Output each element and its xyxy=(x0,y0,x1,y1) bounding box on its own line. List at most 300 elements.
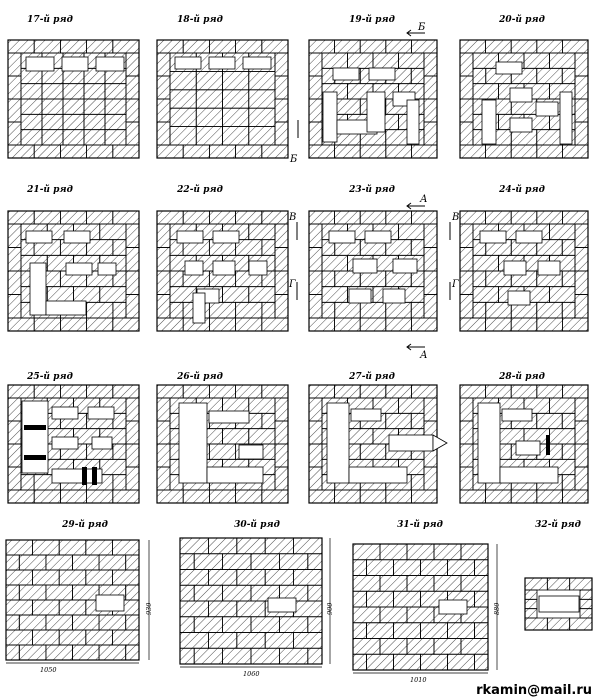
brick xyxy=(434,639,461,655)
brick xyxy=(33,540,60,555)
brick xyxy=(170,127,196,145)
brick xyxy=(309,490,335,503)
channel-opening xyxy=(30,263,46,315)
brick xyxy=(59,600,86,615)
brick xyxy=(209,145,235,158)
brick xyxy=(265,538,293,554)
brick xyxy=(157,467,170,490)
iron-plate xyxy=(24,455,46,460)
brick xyxy=(424,398,437,421)
brick xyxy=(511,490,537,503)
brick xyxy=(309,211,335,224)
brick xyxy=(424,76,437,99)
brick xyxy=(236,211,262,224)
brick xyxy=(157,295,170,319)
brick xyxy=(575,122,588,145)
brick xyxy=(42,114,63,129)
brick xyxy=(6,555,19,570)
brick xyxy=(19,645,46,660)
channel-opening xyxy=(66,263,92,275)
channel-opening xyxy=(213,261,235,275)
brick xyxy=(46,645,73,660)
brick xyxy=(209,385,235,398)
brick xyxy=(223,617,251,633)
brick xyxy=(322,255,348,271)
brick xyxy=(84,84,105,99)
brick xyxy=(360,444,386,459)
brick xyxy=(126,444,139,467)
brick xyxy=(353,607,380,623)
brick xyxy=(126,555,139,570)
brick xyxy=(209,211,235,224)
brick xyxy=(34,490,60,503)
brick xyxy=(399,224,425,240)
brick xyxy=(194,648,222,664)
brick xyxy=(208,570,236,586)
brick xyxy=(386,318,412,331)
channel-opening xyxy=(439,600,467,614)
brick xyxy=(265,570,293,586)
brick xyxy=(99,615,126,630)
channel-opening xyxy=(351,409,381,421)
brick xyxy=(126,615,139,630)
brick xyxy=(424,248,437,272)
row-label-29: 29-й ряд xyxy=(62,520,108,530)
brick xyxy=(460,271,473,295)
brick xyxy=(524,53,550,68)
brick xyxy=(6,615,19,630)
brick xyxy=(126,224,139,248)
brick xyxy=(575,99,588,122)
channel-opening xyxy=(46,301,86,315)
brick xyxy=(275,99,288,122)
brick xyxy=(126,99,139,122)
brick xyxy=(223,429,249,444)
dim-31-height: 880 xyxy=(493,602,501,615)
row-22-plan xyxy=(157,211,288,331)
brick xyxy=(223,71,249,89)
brick xyxy=(562,211,588,224)
channel-opening xyxy=(510,88,532,102)
channel-opening xyxy=(353,259,377,273)
brick xyxy=(8,385,34,398)
brick xyxy=(386,145,412,158)
brick xyxy=(34,40,60,53)
brick xyxy=(386,385,412,398)
brick xyxy=(486,211,512,224)
brick xyxy=(308,617,322,633)
row-label-26: 26-й ряд xyxy=(177,372,223,382)
brick xyxy=(486,302,512,318)
brick xyxy=(60,385,86,398)
brick xyxy=(209,444,235,459)
brick xyxy=(236,490,262,503)
brick xyxy=(251,648,279,664)
brick xyxy=(475,591,489,607)
brick xyxy=(183,40,209,53)
brick xyxy=(73,645,100,660)
brick xyxy=(511,385,537,398)
brick xyxy=(59,540,86,555)
brick xyxy=(580,590,592,599)
brick xyxy=(309,421,322,444)
brick xyxy=(309,271,322,295)
brick xyxy=(183,211,209,224)
brick xyxy=(562,413,575,428)
brick xyxy=(353,576,380,592)
brick xyxy=(86,570,113,585)
brick xyxy=(183,385,209,398)
brick xyxy=(525,578,547,590)
brick xyxy=(575,224,588,248)
brick xyxy=(473,271,486,287)
brick xyxy=(6,630,33,645)
brick xyxy=(275,398,288,421)
brick xyxy=(126,53,139,76)
brick xyxy=(262,475,275,490)
brick xyxy=(394,654,421,670)
brick xyxy=(335,318,361,331)
brick xyxy=(547,578,569,590)
brick xyxy=(335,211,361,224)
brick xyxy=(180,617,194,633)
brick xyxy=(411,318,437,331)
brick xyxy=(460,248,473,272)
brick xyxy=(562,444,575,459)
channel-opening xyxy=(239,445,263,459)
brick xyxy=(473,255,499,271)
brick xyxy=(461,639,488,655)
brick xyxy=(353,654,367,670)
brick xyxy=(208,633,236,649)
brick xyxy=(19,585,46,600)
section-b-left: Б xyxy=(290,154,298,165)
brick xyxy=(249,398,275,413)
brick xyxy=(309,385,335,398)
brick xyxy=(223,554,251,570)
brick xyxy=(399,398,425,413)
brick xyxy=(6,585,19,600)
channel-opening xyxy=(504,261,526,275)
brick xyxy=(380,607,407,623)
section-b-top: Б xyxy=(418,22,426,33)
brick xyxy=(275,444,288,467)
brick xyxy=(236,40,262,53)
brick xyxy=(157,490,183,503)
channel-opening xyxy=(98,263,116,275)
brick xyxy=(113,413,126,428)
brick xyxy=(8,76,21,99)
brick xyxy=(309,467,322,490)
brick xyxy=(223,585,251,601)
brick xyxy=(180,538,208,554)
brick xyxy=(367,560,394,576)
brick xyxy=(394,623,421,639)
brick xyxy=(126,398,139,421)
brick xyxy=(486,40,512,53)
brick xyxy=(262,302,275,318)
row-label-22: 22-й ряд xyxy=(177,185,223,195)
brick xyxy=(367,591,394,607)
brick xyxy=(367,623,394,639)
brick xyxy=(537,211,563,224)
brick xyxy=(59,630,86,645)
brick xyxy=(180,554,194,570)
brick xyxy=(6,540,33,555)
brick xyxy=(262,240,275,256)
brick xyxy=(322,53,348,68)
brick xyxy=(87,385,113,398)
brick xyxy=(460,99,473,122)
row-32-plan xyxy=(525,578,592,630)
brick xyxy=(411,475,424,490)
brick xyxy=(394,560,421,576)
section-v-right: В xyxy=(452,212,460,223)
channel-opening xyxy=(389,435,433,451)
row-20-plan xyxy=(460,40,588,158)
brick xyxy=(411,145,437,158)
brick xyxy=(424,295,437,319)
brick xyxy=(486,145,512,158)
brick xyxy=(180,633,208,649)
brick xyxy=(360,211,386,224)
brick xyxy=(309,99,322,122)
brick xyxy=(42,99,63,114)
brick xyxy=(236,145,262,158)
brick xyxy=(424,467,437,490)
brick xyxy=(60,145,86,158)
brick xyxy=(126,421,139,444)
channel-opening xyxy=(96,57,124,71)
section-a-bottom: А xyxy=(420,350,428,361)
brick xyxy=(537,490,563,503)
dim-29-height: 930 xyxy=(145,602,153,615)
brick xyxy=(8,145,34,158)
channel-opening xyxy=(62,57,88,71)
channel-opening xyxy=(268,598,296,612)
brick xyxy=(112,540,139,555)
section-v-left: В xyxy=(289,212,297,223)
brick xyxy=(475,560,489,576)
brick xyxy=(46,555,73,570)
brick xyxy=(294,538,322,554)
brick xyxy=(537,145,563,158)
brick xyxy=(223,90,249,108)
brick xyxy=(562,68,575,83)
channel-opening xyxy=(367,92,385,132)
brick xyxy=(335,145,361,158)
brick xyxy=(34,318,60,331)
brick xyxy=(157,271,170,295)
brick xyxy=(6,645,19,660)
brick xyxy=(157,224,170,248)
brick xyxy=(170,287,196,303)
brick xyxy=(386,490,412,503)
brick xyxy=(537,130,563,145)
row-29-plan xyxy=(6,540,139,660)
brick xyxy=(411,302,424,318)
channel-opening xyxy=(333,68,359,80)
iron-plate xyxy=(546,435,550,455)
brick xyxy=(562,240,575,256)
dim-30-height: 900 xyxy=(326,602,334,615)
brick xyxy=(537,40,563,53)
brick xyxy=(87,145,113,158)
brick xyxy=(63,114,84,129)
row-label-20: 20-й ряд xyxy=(499,15,545,25)
brick xyxy=(8,398,21,421)
brick xyxy=(8,224,21,248)
brick xyxy=(157,145,183,158)
brick xyxy=(562,302,575,318)
brick xyxy=(33,570,60,585)
brick xyxy=(275,53,288,76)
brick xyxy=(180,648,194,664)
brick xyxy=(99,555,126,570)
brick xyxy=(550,429,576,444)
brick xyxy=(380,639,407,655)
channel-opening xyxy=(478,403,500,483)
brick xyxy=(87,490,113,503)
brick xyxy=(279,648,307,664)
brick xyxy=(170,271,183,287)
brick xyxy=(386,302,412,318)
brick xyxy=(8,271,21,295)
channel-opening xyxy=(92,437,112,449)
channel-opening xyxy=(560,92,572,144)
brick xyxy=(575,76,588,99)
brick xyxy=(308,554,322,570)
channel-opening xyxy=(365,231,391,243)
row-label-19: 19-й ряд xyxy=(349,15,395,25)
brick xyxy=(8,295,21,319)
brick xyxy=(8,40,34,53)
brick xyxy=(262,211,288,224)
brick xyxy=(157,40,183,53)
brick xyxy=(196,71,222,89)
channel-opening xyxy=(243,57,271,69)
brick xyxy=(87,302,113,318)
brick xyxy=(525,618,547,630)
row-label-25: 25-й ряд xyxy=(27,372,73,382)
channel-opening xyxy=(179,403,207,483)
row-23-plan xyxy=(309,211,437,331)
channel-opening xyxy=(22,401,48,473)
brick xyxy=(63,99,84,114)
brick xyxy=(448,654,475,670)
brick xyxy=(424,99,437,122)
brick xyxy=(249,127,275,145)
brick xyxy=(42,84,63,99)
brick xyxy=(113,302,126,318)
brick xyxy=(100,287,126,303)
channel-opening xyxy=(500,467,558,483)
brick xyxy=(208,601,236,617)
brick xyxy=(84,99,105,114)
brick xyxy=(411,68,424,83)
brick xyxy=(275,421,288,444)
brick xyxy=(562,475,575,490)
row-21-plan xyxy=(8,211,139,331)
brick xyxy=(279,554,307,570)
dim-31-width: 1010 xyxy=(410,676,427,684)
channel-opening xyxy=(349,467,407,483)
brick xyxy=(460,122,473,145)
brick xyxy=(411,211,437,224)
section-g-right: Г xyxy=(452,279,459,290)
channel-opening xyxy=(502,409,532,421)
brick xyxy=(309,398,322,421)
brick xyxy=(60,40,86,53)
channel-opening xyxy=(480,231,506,243)
channel-opening xyxy=(52,407,78,419)
brick xyxy=(113,40,139,53)
brick xyxy=(262,413,275,428)
brick xyxy=(21,130,42,145)
brick xyxy=(157,53,170,76)
brick xyxy=(251,617,279,633)
brick xyxy=(309,145,335,158)
channel-opening xyxy=(52,437,78,449)
brick xyxy=(170,108,196,126)
brick xyxy=(59,570,86,585)
row-label-30: 30-й ряд xyxy=(234,520,280,530)
brick xyxy=(42,130,63,145)
brick xyxy=(209,318,235,331)
brick xyxy=(196,90,222,108)
brick xyxy=(473,302,486,318)
brick xyxy=(105,84,126,99)
brick xyxy=(309,295,322,319)
brick xyxy=(575,53,588,76)
brick xyxy=(223,127,249,145)
brick xyxy=(575,444,588,467)
brick xyxy=(209,40,235,53)
brick xyxy=(407,544,434,560)
brick xyxy=(8,421,21,444)
brick xyxy=(309,248,322,272)
row-25-plan xyxy=(8,385,139,503)
brick xyxy=(461,544,488,560)
brick xyxy=(411,413,424,428)
brick xyxy=(265,633,293,649)
brick xyxy=(8,444,21,467)
brick xyxy=(475,654,489,670)
section-a-top: А xyxy=(420,194,428,205)
brick xyxy=(460,385,486,398)
brick xyxy=(34,385,60,398)
brick xyxy=(537,68,563,83)
brick xyxy=(473,287,499,303)
brick xyxy=(486,490,512,503)
dim-30-width: 1060 xyxy=(243,670,260,678)
row-label-32: 32-й ряд xyxy=(535,520,581,530)
brick xyxy=(322,302,335,318)
brick xyxy=(562,145,588,158)
brick xyxy=(87,240,113,256)
brick xyxy=(33,630,60,645)
brick xyxy=(237,570,265,586)
brick xyxy=(275,224,288,248)
brick xyxy=(411,40,437,53)
brick xyxy=(180,601,208,617)
channel-opening xyxy=(538,261,560,275)
brick xyxy=(294,601,322,617)
brick xyxy=(308,585,322,601)
brick xyxy=(294,633,322,649)
brick xyxy=(580,609,592,618)
brick xyxy=(126,271,139,295)
